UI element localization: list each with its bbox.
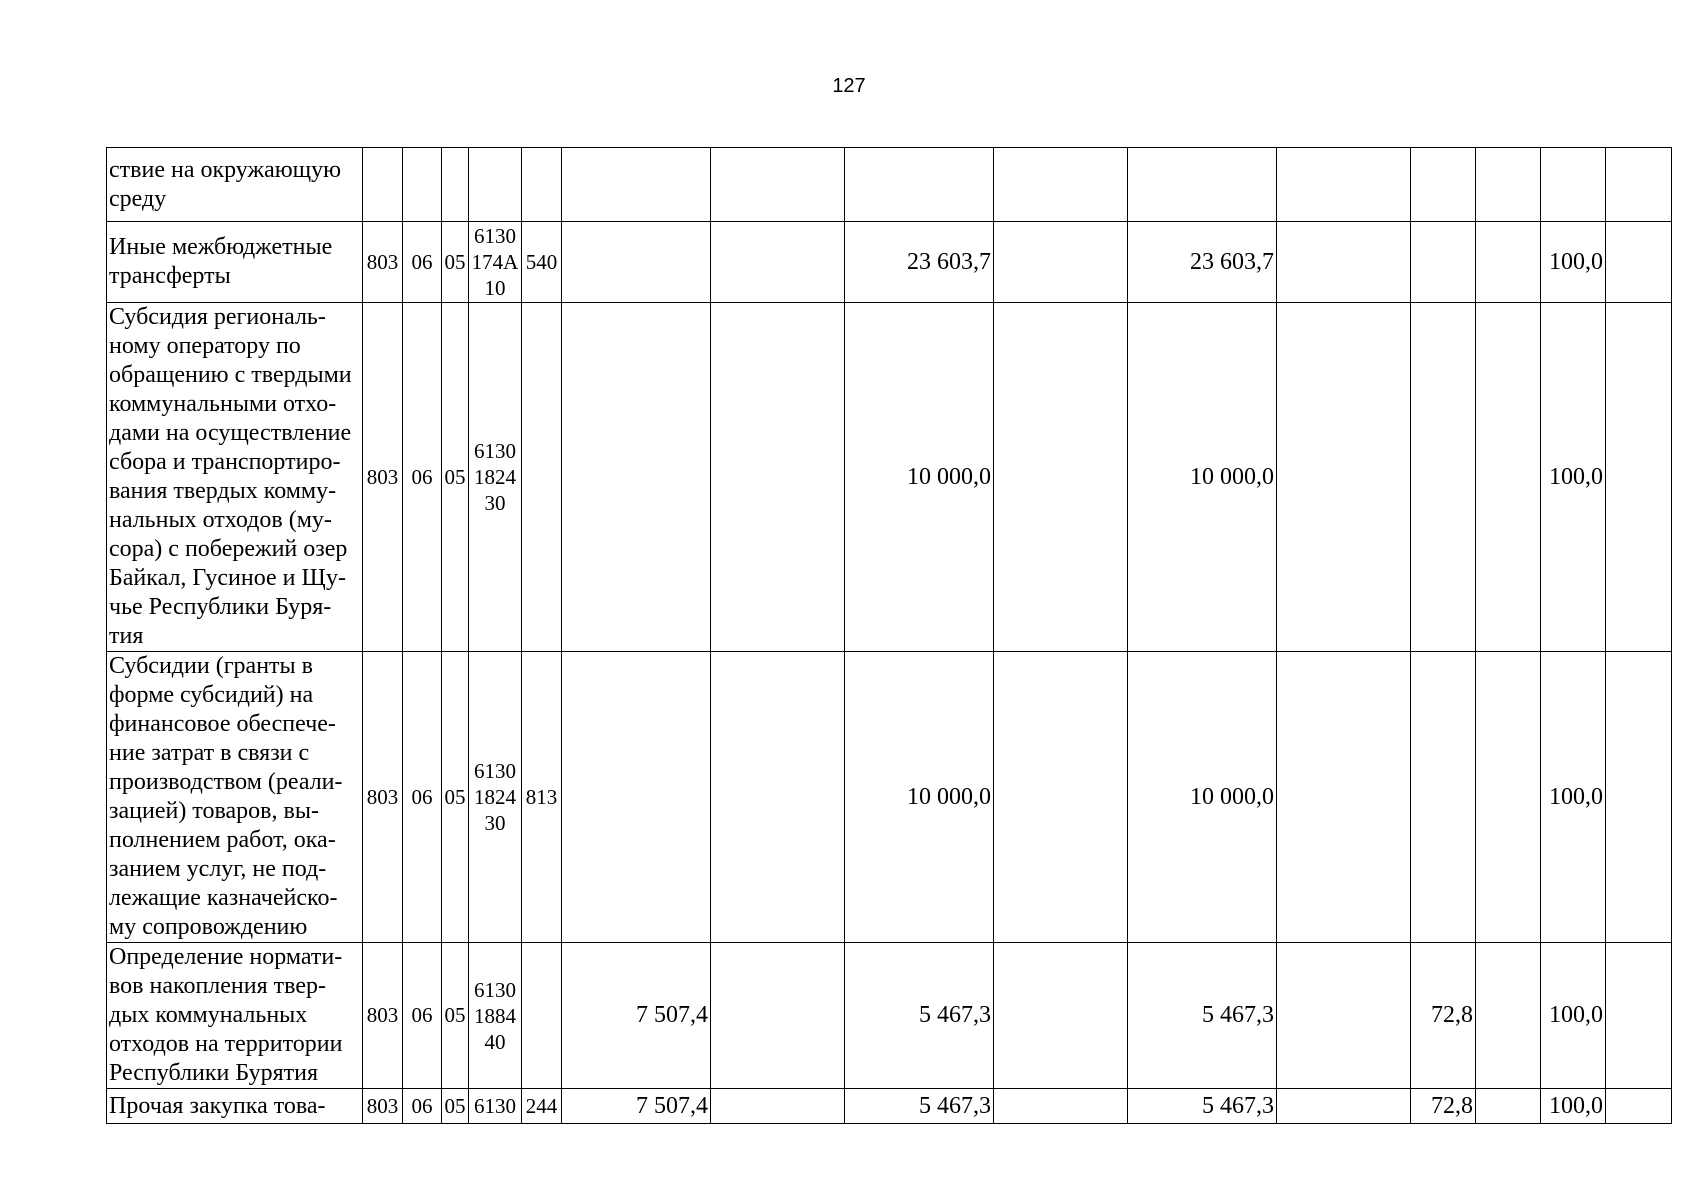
- cell-expense-type: [522, 943, 562, 1089]
- cell-razdel: 06: [403, 943, 442, 1089]
- cell-glava: 803: [363, 652, 403, 943]
- cell-col-2: [711, 1089, 845, 1124]
- cell-col-1: 7 507,4: [562, 1089, 711, 1124]
- cell-col-8: [1476, 148, 1541, 222]
- cell-col-6: [1277, 148, 1411, 222]
- cell-glava: [363, 148, 403, 222]
- cell-glava: 803: [363, 303, 403, 652]
- cell-col-3: 10 000,0: [845, 652, 994, 943]
- cell-podrazdel: 05: [442, 222, 469, 303]
- cell-col-6: [1277, 303, 1411, 652]
- cell-col-9: 100,0: [1541, 943, 1606, 1089]
- cell-col-10: [1606, 943, 1672, 1089]
- page-number: 127: [832, 75, 866, 97]
- cell-expense-type: 540: [522, 222, 562, 303]
- cell-razdel: 06: [403, 1089, 442, 1124]
- cell-col-10: [1606, 222, 1672, 303]
- cell-col-8: [1476, 222, 1541, 303]
- cell-podrazdel: [442, 148, 469, 222]
- table-row: [107, 303, 1672, 652]
- cell-glava: 803: [363, 1089, 403, 1124]
- cell-col-5: 5 467,3: [1128, 943, 1277, 1089]
- cell-col-3: 5 467,3: [845, 943, 994, 1089]
- cell-col-1: [562, 222, 711, 303]
- cell-col-9: 100,0: [1541, 652, 1606, 943]
- cell-podrazdel: 05: [442, 943, 469, 1089]
- cell-col-4: [994, 148, 1128, 222]
- cell-glava: 803: [363, 222, 403, 303]
- cell-col-4: [994, 652, 1128, 943]
- cell-podrazdel: 05: [442, 652, 469, 943]
- cell-col-4: [994, 943, 1128, 1089]
- cell-col-10: [1606, 1089, 1672, 1124]
- cell-col-9: 100,0: [1541, 222, 1606, 303]
- cell-col-10: [1606, 303, 1672, 652]
- cell-podrazdel: 05: [442, 1089, 469, 1124]
- table-row: [107, 652, 1672, 943]
- table-row: [107, 943, 1672, 1089]
- cell-target-article: 6130: [469, 1089, 522, 1124]
- cell-col-5: [1128, 148, 1277, 222]
- cell-col-3: [845, 148, 994, 222]
- cell-col-2: [711, 943, 845, 1089]
- cell-col-2: [711, 652, 845, 943]
- cell-razdel: 06: [403, 303, 442, 652]
- cell-col-4: [994, 1089, 1128, 1124]
- cell-col-8: [1476, 1089, 1541, 1124]
- cell-razdel: [403, 148, 442, 222]
- row-name: ствие на окружающую среду: [107, 148, 363, 222]
- row-name: Иные межбюджетные трансферты: [107, 222, 363, 303]
- cell-col-1: 7 507,4: [562, 943, 711, 1089]
- cell-col-8: [1476, 303, 1541, 652]
- cell-col-9: [1541, 148, 1606, 222]
- cell-col-8: [1476, 943, 1541, 1089]
- cell-podrazdel: 05: [442, 303, 469, 652]
- cell-col-10: [1606, 148, 1672, 222]
- cell-col-7: 72,8: [1411, 943, 1476, 1089]
- cell-col-6: [1277, 1089, 1411, 1124]
- cell-col-8: [1476, 652, 1541, 943]
- cell-expense-type: 244: [522, 1089, 562, 1124]
- cell-col-5: 23 603,7: [1128, 222, 1277, 303]
- table-row: [107, 222, 1672, 303]
- cell-expense-type: [522, 303, 562, 652]
- cell-col-2: [711, 222, 845, 303]
- cell-col-7: 72,8: [1411, 1089, 1476, 1124]
- cell-target-article: 6130 1824 30: [469, 303, 522, 652]
- row-name: Субсидии (гранты в форме субсидий) на финансовое обеспече- ние затрат в связи с производством (реали- зацией) товаров, вы- полнением работ, ока- занием услуг, не под- лежащие казначейско- му сопровождению: [107, 652, 363, 943]
- cell-col-7: [1411, 303, 1476, 652]
- cell-col-2: [711, 303, 845, 652]
- cell-col-5: 10 000,0: [1128, 652, 1277, 943]
- cell-col-9: 100,0: [1541, 303, 1606, 652]
- cell-col-6: [1277, 222, 1411, 303]
- cell-col-9: 100,0: [1541, 1089, 1606, 1124]
- table-row: [107, 148, 1672, 222]
- cell-col-6: [1277, 652, 1411, 943]
- cell-col-10: [1606, 652, 1672, 943]
- cell-expense-type: [522, 148, 562, 222]
- cell-col-5: 5 467,3: [1128, 1089, 1277, 1124]
- budget-table: [106, 147, 1672, 1124]
- row-name: Субсидия региональ- ному оператору по обращению с твердыми коммунальными отхо- дами на осуществление сбора и транспортиро- вания твердых комму- нальных отходов (му- сора) с побережий озер Байкал, Гусиное и Щу- чье Республики Буря- тия: [107, 303, 363, 652]
- cell-col-3: 5 467,3: [845, 1089, 994, 1124]
- table-row: [107, 1089, 1672, 1124]
- row-name: Прочая закупка това-: [107, 1089, 363, 1124]
- cell-target-article: 6130 174А 10: [469, 222, 522, 303]
- cell-col-6: [1277, 943, 1411, 1089]
- row-name: Определение нормати- вов накопления твер- дых коммунальных отходов на территории Республики Бурятия: [107, 943, 363, 1089]
- cell-glava: 803: [363, 943, 403, 1089]
- cell-col-7: [1411, 148, 1476, 222]
- cell-col-3: 23 603,7: [845, 222, 994, 303]
- cell-col-3: 10 000,0: [845, 303, 994, 652]
- cell-target-article: [469, 148, 522, 222]
- cell-razdel: 06: [403, 652, 442, 943]
- cell-col-4: [994, 222, 1128, 303]
- cell-col-7: [1411, 652, 1476, 943]
- cell-col-5: 10 000,0: [1128, 303, 1277, 652]
- cell-col-1: [562, 148, 711, 222]
- cell-col-1: [562, 652, 711, 943]
- cell-col-2: [711, 148, 845, 222]
- cell-expense-type: 813: [522, 652, 562, 943]
- cell-col-7: [1411, 222, 1476, 303]
- cell-razdel: 06: [403, 222, 442, 303]
- cell-target-article: 6130 1884 40: [469, 943, 522, 1089]
- cell-target-article: 6130 1824 30: [469, 652, 522, 943]
- cell-col-4: [994, 303, 1128, 652]
- cell-col-1: [562, 303, 711, 652]
